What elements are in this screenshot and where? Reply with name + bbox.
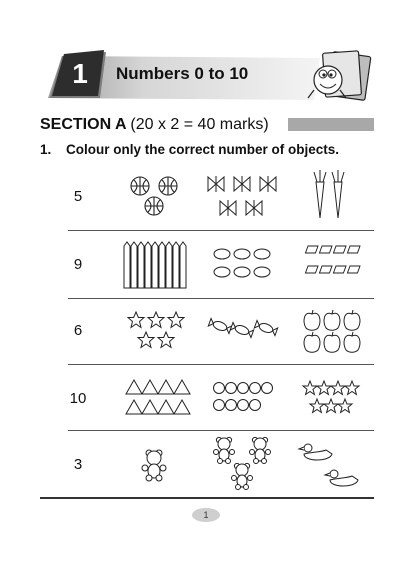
ball-icon [159,177,177,195]
teddy-bear-group[interactable] [138,432,178,498]
row-3 [68,432,374,498]
row-divider [68,430,374,431]
section-heading [40,116,269,134]
ducks-group[interactable] [300,432,374,498]
question-text: Colour only the correct number of objects. [66,142,340,157]
teddy-bears-group[interactable] [208,432,278,498]
row-number: 3 [73,456,83,473]
chapter-title: Numbers 0 to 10 [116,64,249,83]
section-label: SECTION A [40,116,126,133]
row-9 [68,232,374,298]
row-6 [68,300,374,366]
row-5 [68,164,374,230]
sweets-group[interactable] [212,232,276,298]
stars-group[interactable] [124,300,190,366]
row-divider [68,298,374,299]
table-bottom-rule [40,497,374,499]
candies-group[interactable] [208,300,288,366]
section-marks: (20 x 2 = 40 marks) [130,116,269,133]
erasers-group[interactable] [304,232,368,298]
pencils-group[interactable] [124,232,194,298]
triangles-group[interactable] [124,366,190,432]
ball-icon [131,177,149,195]
section-bar [288,118,374,131]
circles-group[interactable] [212,366,274,432]
row-number: 10 [69,390,87,407]
balls-group[interactable] [128,164,188,230]
stars-group[interactable] [302,366,368,432]
row-number: 5 [73,188,83,205]
butterflies-group[interactable] [202,164,282,230]
chapter-number: 1 [72,58,88,89]
row-10 [68,366,374,432]
ball-icon [145,197,163,215]
page-number: 1 [203,510,209,520]
book-mascot-icon [308,50,372,102]
apples-group[interactable] [304,300,368,366]
row-divider [68,230,374,231]
carrots-group[interactable] [308,164,358,230]
row-divider [68,364,374,365]
row-number: 6 [73,322,83,339]
question-instruction [40,142,339,157]
question-number: 1. [40,142,52,157]
row-number: 9 [73,256,83,273]
